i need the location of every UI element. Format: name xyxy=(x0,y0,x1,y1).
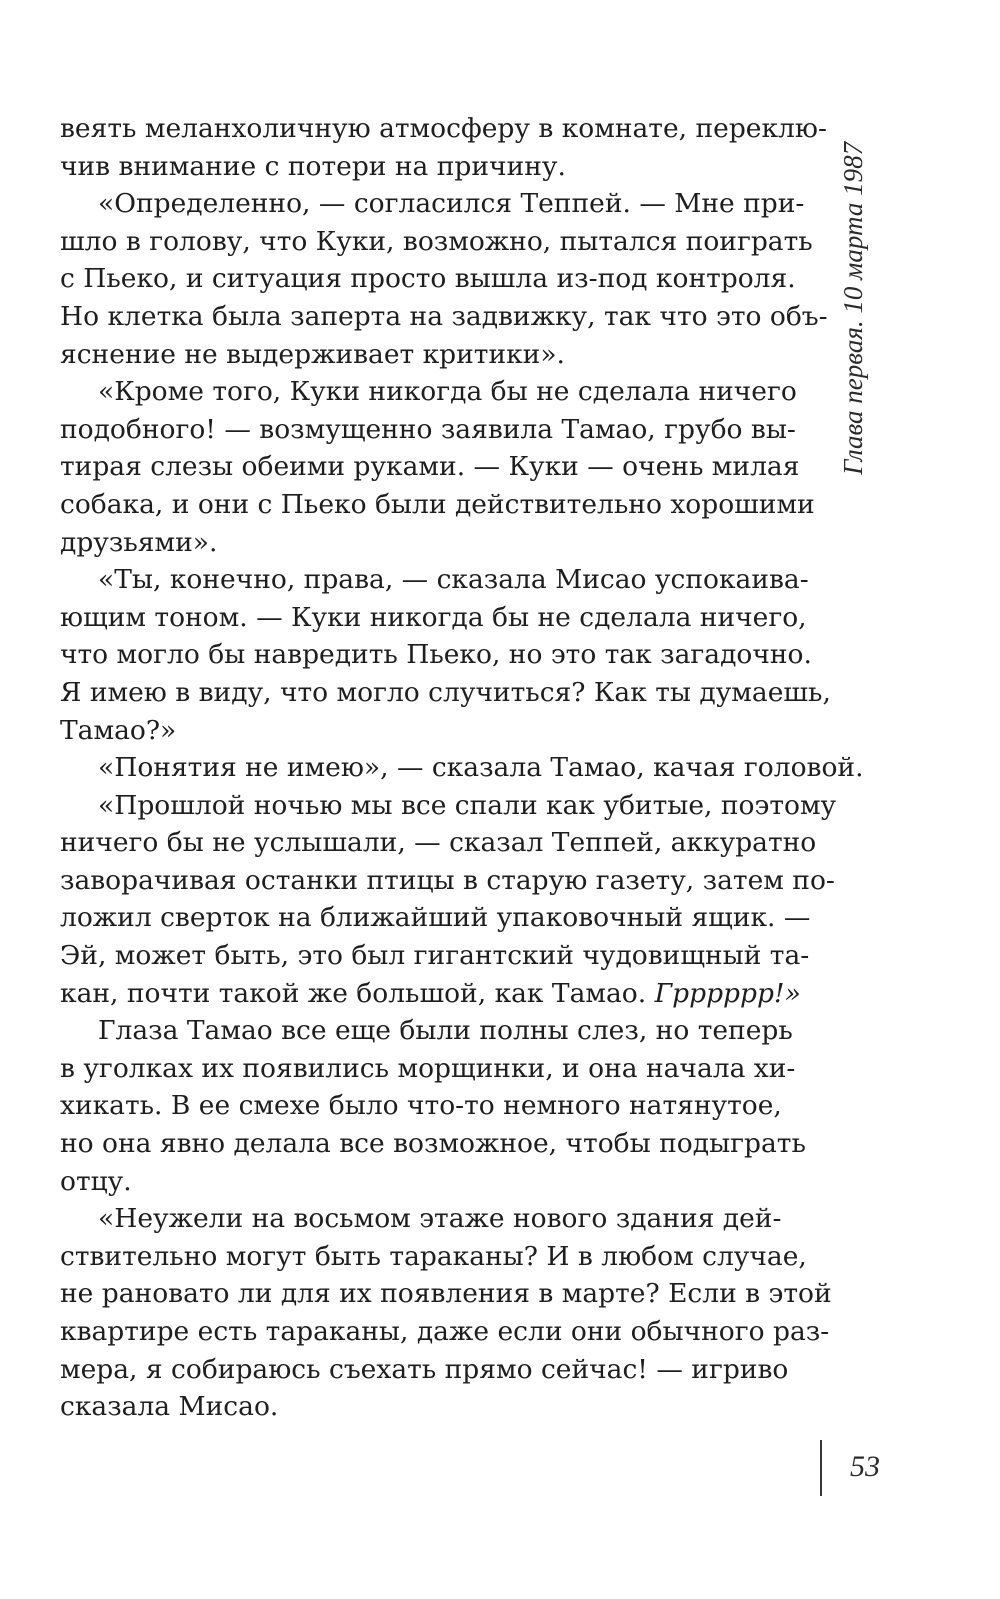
text-line: шло в голову, что Куки, возможно, пытался поиграть xyxy=(60,225,813,257)
text-line: ствительно могут быть тараканы? И в любом случае, xyxy=(60,1240,807,1272)
text-line: «Неужели на восьмом этаже нового здания дей- xyxy=(98,1203,782,1235)
text-line: Глаза Тамао все еще были полны слез, но теперь xyxy=(98,1015,793,1047)
text-line: хикать. В ее смехе было что-то немного натянутое, xyxy=(60,1090,782,1122)
text-line: тирая слезы обеими руками. — Куки — очень милая xyxy=(60,451,800,483)
text-line: мера, я собираюсь съехать прямо сейчас! — игриво xyxy=(60,1353,789,1385)
text-line: сказала Мисао. xyxy=(60,1391,279,1423)
text-line: Тамао?» xyxy=(60,714,177,746)
text-line: что могло бы навредить Пьеко, но это так загадочно. xyxy=(60,639,812,671)
text-line: ложил сверток на ближайший упаковочный ящик. — xyxy=(60,902,811,934)
text-line: подобного! — возмущенно заявила Тамао, грубо вы- xyxy=(60,413,796,445)
text-line: Эй, может быть, это был гигантский чудовищный та- xyxy=(60,940,810,972)
text-line: собака, и они с Пьеко были действительно хорошими xyxy=(60,488,815,520)
text-line: яснение не выдерживает критики». xyxy=(60,338,565,370)
text-line-normal: кан, почти такой же большой, как Тамао. xyxy=(60,977,655,1009)
text-line: ющим тоном. — Куки никогда бы не сделала ничего, xyxy=(60,601,807,633)
text-line: с Пьеко, и ситуация просто вышла из-под контроля. xyxy=(60,263,796,295)
text-line: друзьями». xyxy=(60,526,218,558)
text-line: Но клетка была заперта на задвижку, так что это объ- xyxy=(60,300,828,332)
text-line: отцу. xyxy=(60,1165,132,1197)
text-line xyxy=(60,975,801,1013)
text-line: Я имею в виду, что могло случиться? Как ты думаешь, xyxy=(60,676,831,708)
vertical-rule xyxy=(820,1440,822,1496)
text-line: не рановато ли для их появления в марте? Если в этой xyxy=(60,1278,832,1310)
text-line-italic: Грррррр!» xyxy=(654,977,801,1009)
text-line: но она явно делала все возможное, чтобы подыграть xyxy=(60,1128,806,1160)
text-line: в уголках их появились морщинки, и она начала хи- xyxy=(60,1052,796,1084)
text-line: чив внимание с потери на причину. xyxy=(60,150,566,182)
text-line: ничего бы не услышали, — сказал Теппей, аккуратно xyxy=(60,827,817,859)
text-line: заворачивая останки птицы в старую газету, затем по- xyxy=(60,864,835,896)
text-line: «Прошлой ночью мы все спали как убитые, поэтому xyxy=(98,789,837,821)
text-line: «Кроме того, Куки никогда бы не сделала ничего xyxy=(98,376,797,408)
text-line: «Ты, конечно, права, — сказала Мисао успокаива- xyxy=(98,564,809,596)
text-line: веять меланхоличную атмосферу в комнате, переклю- xyxy=(60,113,827,144)
text-line: «Определенно, — согласился Теппей. — Мне при- xyxy=(98,188,805,220)
running-head: Глава первая. 10 марта 1987 xyxy=(838,141,868,475)
text-line: «Понятия не имею», — сказала Тамао, качая головой. xyxy=(98,752,864,784)
text-line: квартире есть тараканы, даже если они обычного раз- xyxy=(60,1316,830,1347)
page-number: 53 xyxy=(850,1450,880,1483)
